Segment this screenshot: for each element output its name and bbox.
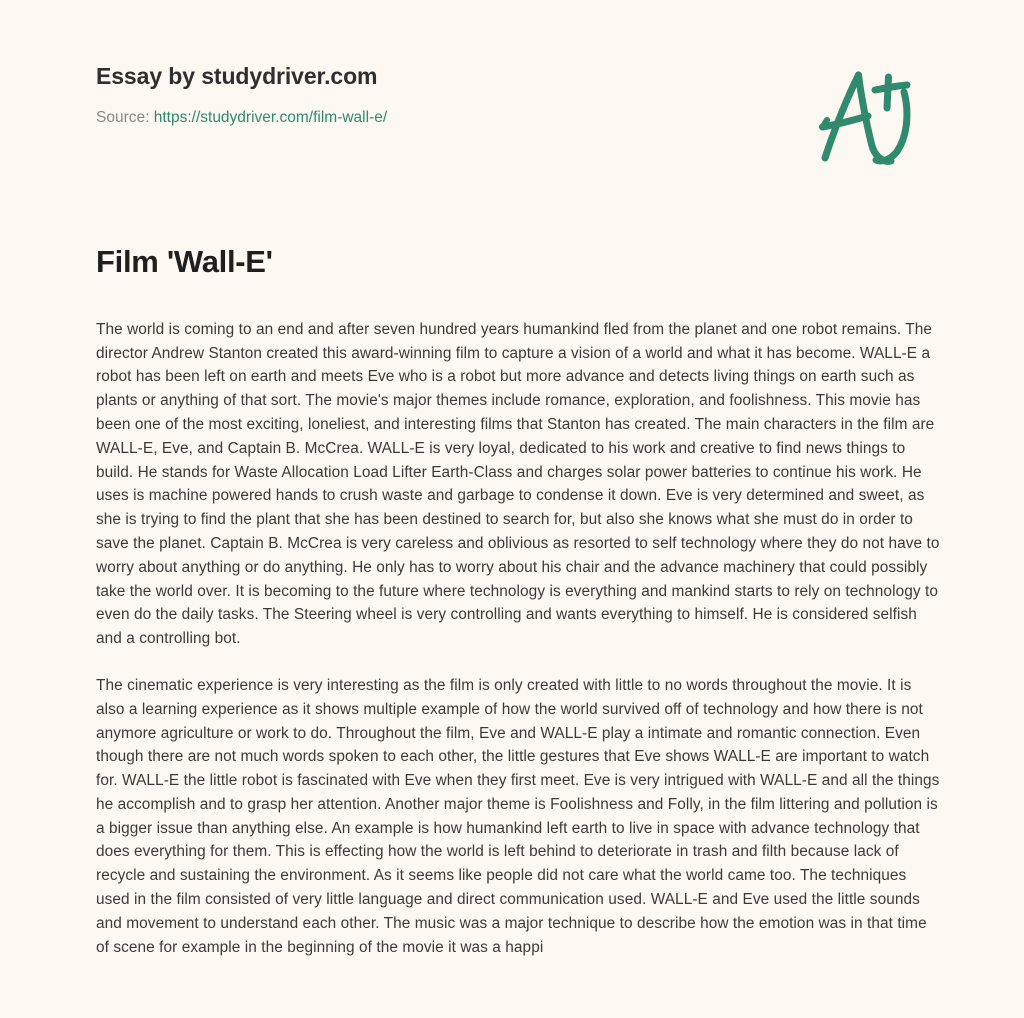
a-plus-logo-icon bbox=[812, 62, 916, 172]
source-label: Source: bbox=[96, 108, 150, 126]
article bbox=[96, 243, 944, 959]
article-paragraph: The cinematic experience is very interesting as the film is only created with little to no words throughout the movie. It is also a learning experience as it shows multiple example of how the world survived off of technology and how there is not anymore agriculture or work to do. Throughout the film, Eve and WALL-E play a intimate and romantic connection. Even though there are not much words spoken to each other, the little gestures that Eve shows WALL-E are important to watch for. WALL-E the little robot is fascinated with Eve when they first meet. Eve is very intrigued with WALL-E and all the things he accomplish and to grasp her attention. Another major theme is Foolishness and Folly, in the film littering and pollution is a bigger issue than anything else. An example is how humankind left earth to live in space with advance technology that does everything for them. This is effecting how the world is left behind to deteriorate in trash and filth because lack of recycle and sustaining the environment. As it seems like people did not care what the world came too. The techniques used in the film consisted of very little language and direct communication used. WALL-E and Eve used the little sounds and movement to understand each other. The music was a major technique to describe how the emotion was in that time of scene for example in the beginning of the movie it was a happi bbox=[96, 676, 940, 956]
page-header bbox=[0, 0, 1024, 200]
page-title: Film 'Wall-E' bbox=[96, 244, 273, 279]
header-text-block bbox=[96, 63, 736, 128]
article-paragraph: The world is coming to an end and after seven hundred years humankind fled from the planet and one robot remains. The director Andrew Stanton created this award-winning film to capture a vision of a world and what it has become. WALL-E a robot has been left on earth and meets Eve who is a robot but more advance and detects living things on earth such as plants or anything of that sort. The movie's major themes include romance, exploration, and foolishness. This movie has been one of the most exciting, loneliest, and interesting films that Stanton has created. The main characters in the film are WALL-E, Eve, and Captain B. McCrea. WALL-E is very loyal, dedicated to his work and creative to find news things to build. He stands for Waste Allocation Load Lifter Earth-Class and charges solar power batteries to continue his work. He uses is machine powered hands to crush waste and garbage to condense it down. Eve is very determined and sweet, as she is trying to find the plant that she has been destined to search for, but also she knows what she must do in order to save the planet. Captain B. McCrea is very careless and oblivious as resorted to self technology where they do not have to worry about anything or do anything. He only has to worry about his chair and the advance machinery that could possibly take the world over. It is becoming to the future where technology is everything and mankind starts to rely on technology to even do the daily tasks. The Steering wheel is very controlling and wants everything to himself. He is considered selfish and a controlling bot. bbox=[96, 320, 940, 648]
source-line bbox=[96, 91, 736, 128]
source-url-link[interactable]: https://studydriver.com/film-wall-e/ bbox=[153, 108, 388, 126]
article-body bbox=[96, 282, 944, 960]
a-plus-logo bbox=[812, 62, 916, 172]
essay-byline: Essay by studydriver.com bbox=[96, 63, 378, 89]
